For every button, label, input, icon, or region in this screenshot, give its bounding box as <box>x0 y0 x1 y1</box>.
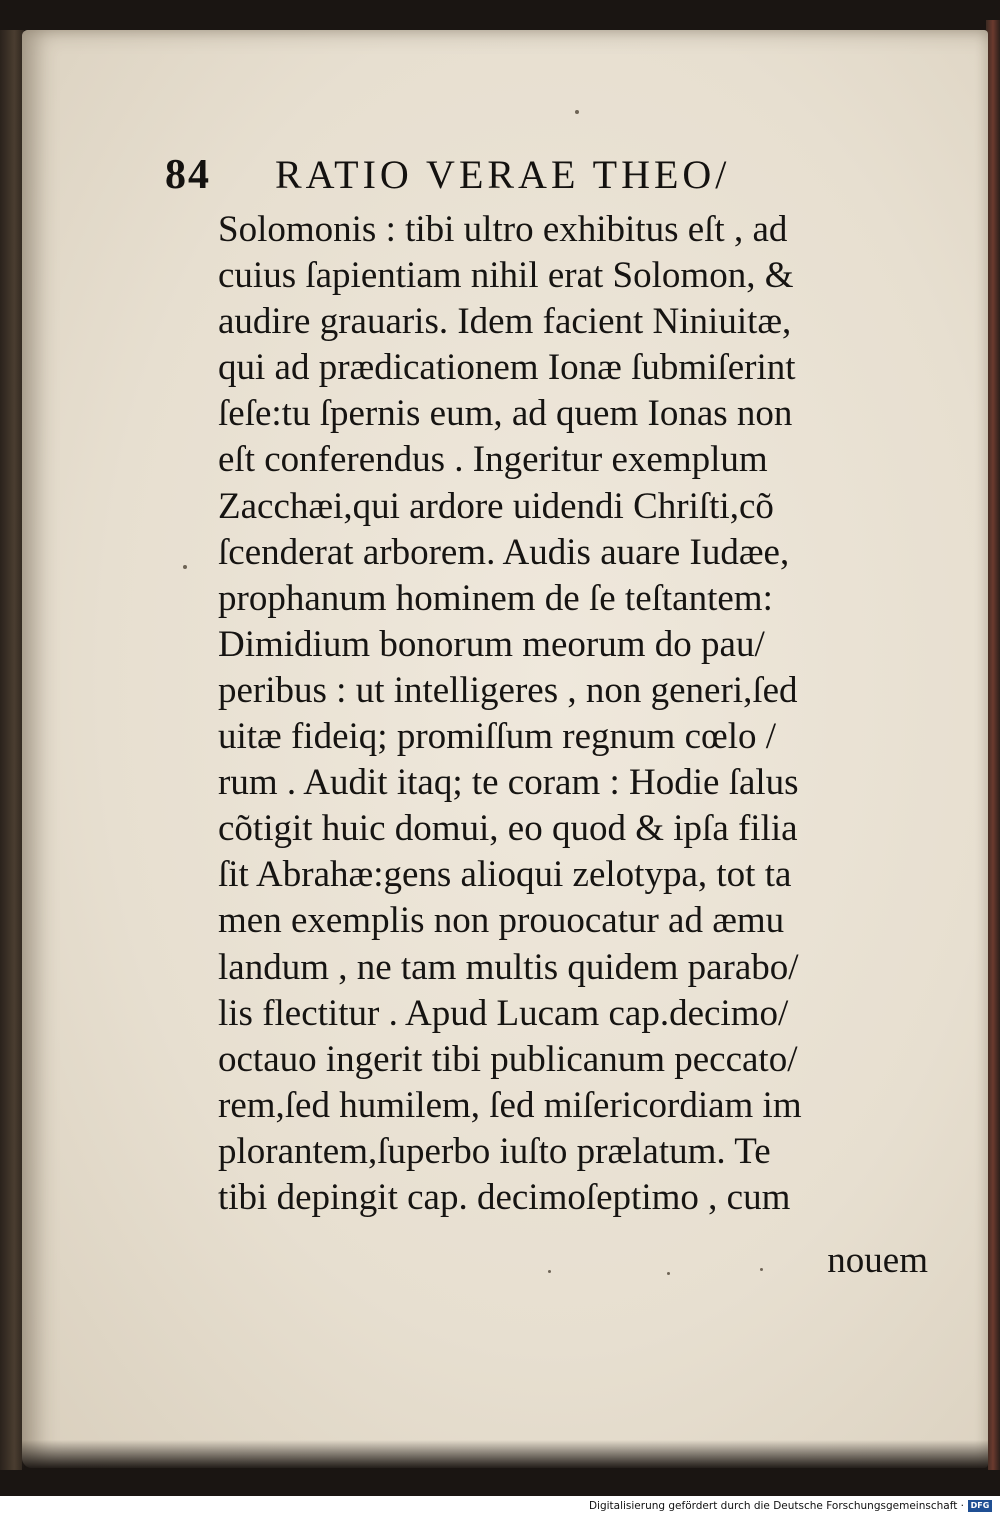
text-line: men exemplis non prouocatur ad æmu <box>218 900 785 942</box>
text-line: Solomonis : tibi ultro exhibitus eſt , ad <box>218 209 788 250</box>
text-line: cõtigit huic domui, eo quod & ipſa filia <box>218 808 798 850</box>
text-line: octauo ingerit tibi publicanum peccato/ <box>218 1038 798 1080</box>
paper-speck <box>548 1270 551 1273</box>
page-shadow <box>22 1440 988 1470</box>
text-line: ſit Abrahæ:gens alioqui zelotypa, tot ta <box>218 854 792 896</box>
text-line: rem,ſed humilem, ſed miſericordiam im <box>218 1084 802 1126</box>
text-line: Zacchæi,qui ardore uidendi Chriſti,cõ <box>218 485 774 527</box>
text-line: prophanum hominem de ſe teſtantem: <box>218 577 773 619</box>
page-number: 84 <box>165 152 211 198</box>
paper-speck <box>760 1268 763 1271</box>
text-line: lis flectitur . Apud Lucam cap.decimo/ <box>218 992 789 1034</box>
text-line: audire grauaris. Idem facient Niniuitæ, <box>218 301 792 343</box>
dfg-logo-icon: DFG <box>968 1500 992 1512</box>
text-line: qui ad prædicationem Ionæ ſubmiſerint <box>218 347 796 389</box>
text-line: rum . Audit itaq; te coram : Hodie ſalus <box>218 762 799 804</box>
paper-speck <box>667 1272 670 1275</box>
text-line: ſeſe:tu ſpernis eum, ad quem Ionas non <box>218 393 793 435</box>
text-line: cuius ſapientiam nihil erat Solomon, & <box>218 255 794 297</box>
text-line: plorantem,ſuperbo iuſto prælatum. Te <box>218 1130 771 1172</box>
running-title: RATIO VERAE THEO/ <box>275 152 731 197</box>
paper-speck <box>183 565 187 569</box>
text-line: landum , ne tam multis quidem parabo/ <box>218 946 799 988</box>
text-line: peribus : ut intelligeres , non generi,ſed <box>218 669 798 711</box>
catchword: nouem <box>827 1240 928 1281</box>
page-header <box>165 150 865 200</box>
body-text <box>218 207 923 1221</box>
text-line: Dimidium bonorum meorum do pau/ <box>218 623 765 665</box>
funding-credit: Digitalisierung gefördert durch die Deutsche Forschungsgemeinschaft · <box>588 1500 964 1512</box>
book-cover-left-edge <box>0 30 24 1470</box>
book-cover-right-edge <box>986 20 1000 1470</box>
paper-speck <box>575 110 579 114</box>
text-line: uitæ fideiq; promiſſum regnum cœlo / <box>218 716 777 758</box>
text-line: eſt conferendus . Ingeritur exemplum <box>218 439 768 481</box>
text-line: ſcenderat arborem. Audis auare Iudæe, <box>218 531 790 573</box>
text-line: tibi depingit cap. decimoſeptimo , cum <box>218 1176 791 1218</box>
